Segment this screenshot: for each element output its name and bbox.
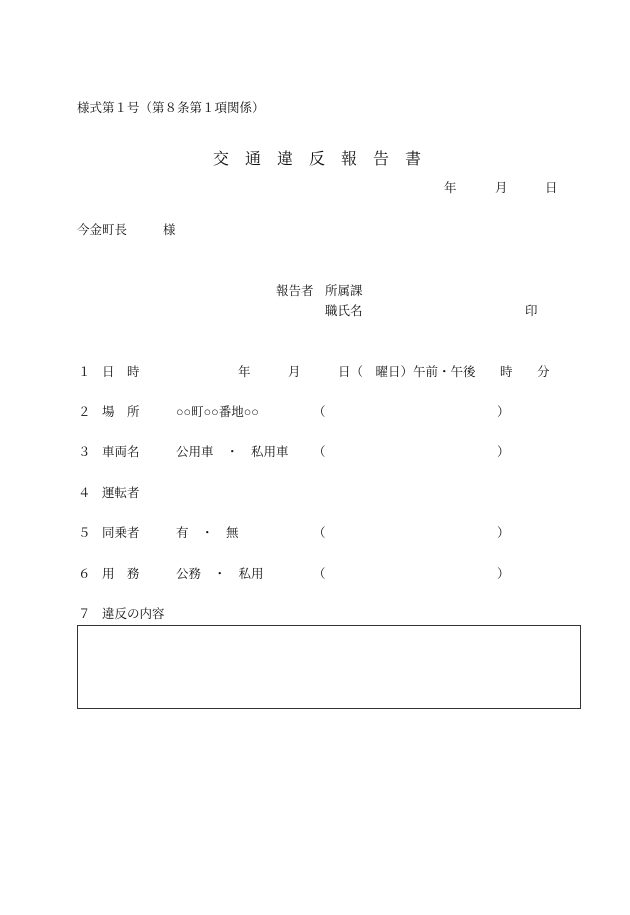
addressee-name: 今金町長 — [77, 223, 128, 237]
item-violation — [0, 607, 630, 621]
vehicle-options: 公用車 ・ 私用車 — [176, 445, 289, 459]
item-label: 車両名 — [102, 445, 140, 459]
item-passenger — [0, 526, 630, 540]
date-year-label: 年 — [444, 181, 457, 195]
purpose-options: 公務 ・ 私用 — [176, 567, 264, 581]
form-number: 様式第１号（第８条第１項関係） — [77, 101, 265, 115]
addressee-line — [0, 223, 630, 237]
item-number: ５ — [78, 526, 91, 540]
name-label: 職氏名 — [325, 304, 363, 318]
department-label: 所属課 — [325, 284, 363, 298]
reporter-name-line — [0, 304, 630, 318]
item-label: 違反の内容 — [102, 607, 165, 621]
paren-close: ） — [497, 405, 510, 419]
item-number: ７ — [78, 607, 91, 621]
item-purpose — [0, 567, 630, 581]
date-line — [0, 181, 630, 195]
item-label: 日 時 — [102, 365, 140, 379]
datetime-month-label: 月 — [288, 365, 301, 379]
item-label: 用 務 — [102, 567, 140, 581]
item-driver — [0, 486, 630, 500]
place-value: ○○町○○番地○○ — [176, 405, 259, 419]
paren-open: （ — [313, 405, 326, 419]
item-vehicle — [0, 445, 630, 459]
paren-close: ） — [497, 567, 510, 581]
addressee-honorific: 様 — [163, 223, 176, 237]
item-number: ４ — [78, 486, 91, 500]
date-month-label: 月 — [495, 181, 508, 195]
datetime-year-label: 年 — [238, 365, 251, 379]
violation-content-box — [77, 625, 581, 709]
reporter-label: 報告者 — [276, 284, 314, 298]
item-label: 場 所 — [102, 405, 140, 419]
paren-close: ） — [497, 445, 510, 459]
item-label: 運転者 — [102, 486, 140, 500]
paren-open: （ — [313, 445, 326, 459]
reporter-line — [0, 284, 630, 298]
item-place — [0, 405, 630, 419]
item-datetime — [0, 365, 630, 379]
datetime-day-weekday-ampm: 日（ 曜日）午前・午後 — [338, 365, 476, 379]
paren-close: ） — [497, 526, 510, 540]
datetime-hour-label: 時 — [500, 365, 513, 379]
item-label: 同乗者 — [102, 526, 140, 540]
paren-open: （ — [313, 526, 326, 540]
date-day-label: 日 — [545, 181, 558, 195]
passenger-options: 有 ・ 無 — [176, 526, 239, 540]
seal-mark: 印 — [525, 304, 538, 318]
item-number: ３ — [78, 445, 91, 459]
item-number: ６ — [78, 567, 91, 581]
document-title: 交 通 違 反 報 告 書 — [213, 151, 422, 168]
paren-open: （ — [313, 567, 326, 581]
item-number: １ — [78, 365, 91, 379]
datetime-minute-label: 分 — [537, 365, 550, 379]
item-number: ２ — [78, 405, 91, 419]
